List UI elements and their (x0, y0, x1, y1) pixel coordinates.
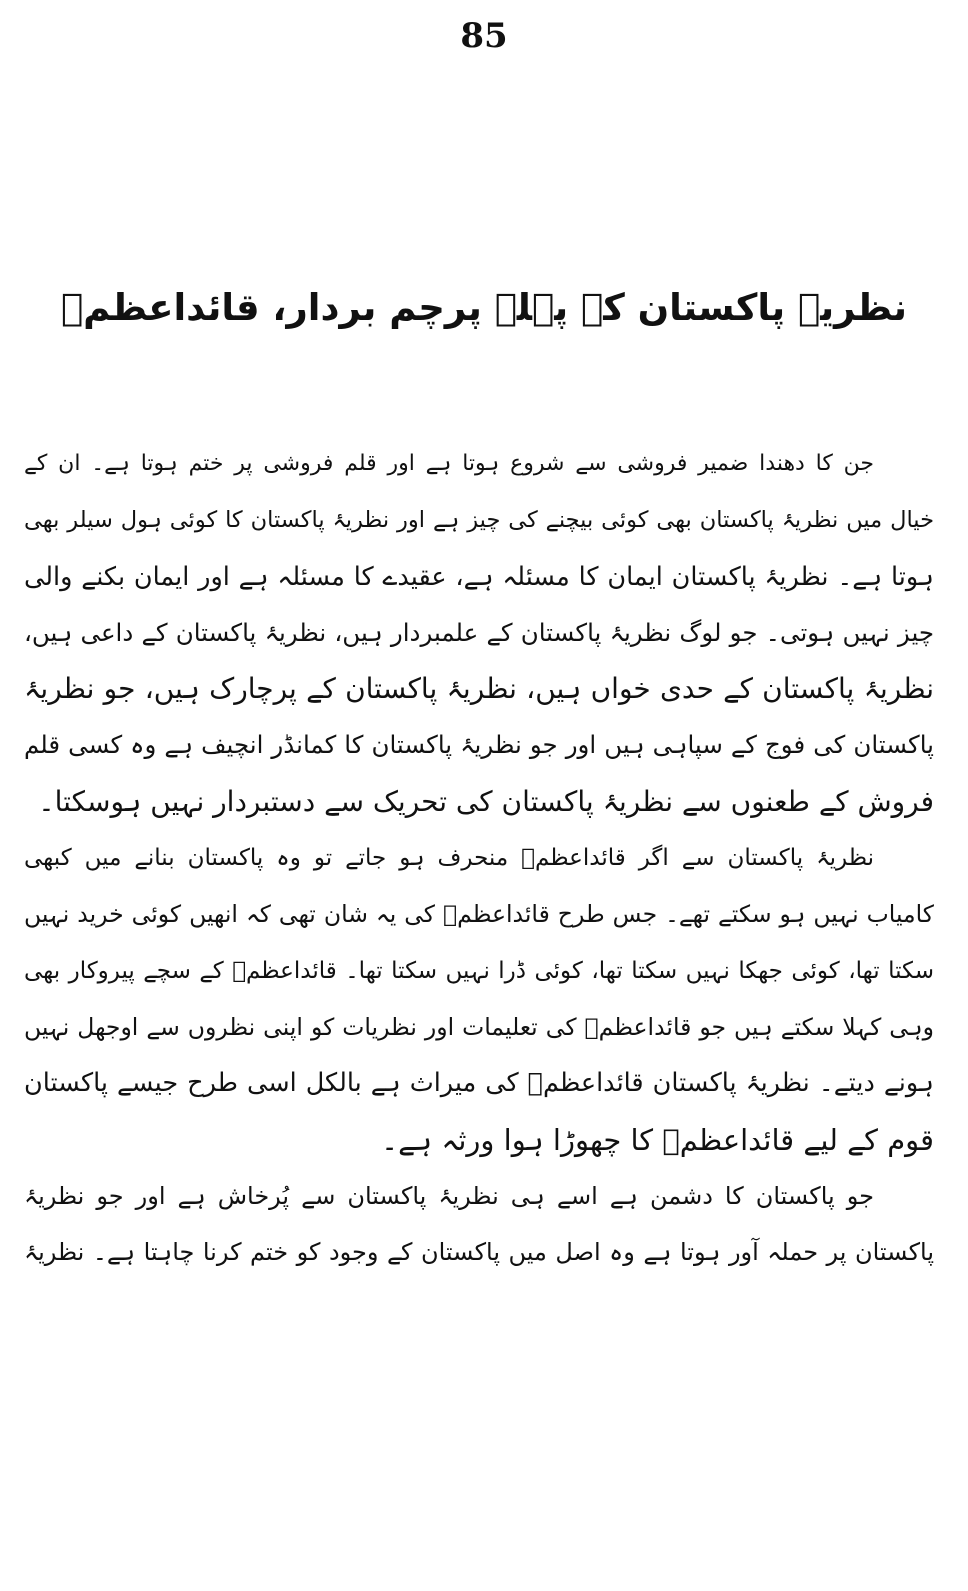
body-text (24, 436, 934, 1280)
page-number: 85 (460, 16, 508, 56)
text-line: جو پاکستان کا دشمن ہے اسے ہی نظریۂ پاکستان سے پُرخاش ہے اور جو نظریۂ (24, 1181, 874, 1210)
text-line: ہوتا ہے۔ نظریۂ پاکستان ایمان کا مسئلہ ہے، عقیدے کا مسئلہ ہے اور ایمان بکنے والی (24, 561, 934, 592)
text-line: خیال میں نظریۂ پاکستان بھی کوئی بیچنے کی چیز ہے اور نظریۂ پاکستان کا کوئی ہول سیلر بھی (24, 507, 934, 534)
paragraph-end-line: قوم کے لیے قائداعظمؒ کا چھوڑا ہوا ورثہ ہے۔ (381, 1122, 934, 1157)
text-line: چیز نہیں ہوتی۔ جو لوگ نظریۂ پاکستان کے علمبردار ہیں، نظریۂ پاکستان کے داعی ہیں، (24, 617, 934, 647)
text-line: نظریۂ پاکستان کے حدی خواں ہیں، نظریۂ پاکستان کے پرچارک ہیں، جو نظریۂ (24, 672, 934, 706)
chapter-title: نظریۂ پاکستان کے پہلے پرچم بردار، قائداعظمؒ (60, 286, 908, 329)
text-line: پاکستان پر حملہ آور ہوتا ہے وہ اصل میں پاکستان کے وجود کو ختم کرنا چاہتا ہے۔ نظریۂ (24, 1238, 934, 1267)
text-line: کامیاب نہیں ہو سکتے تھے۔ جس طرح قائداعظمؒ کی یہ شان تھی کہ انھیں کوئی خرید نہیں (24, 900, 934, 929)
text-line: ہونے دیتے۔ نظریۂ پاکستان قائداعظمؒ کی میراث ہے بالکل اسی طرح جیسے پاکستان (24, 1068, 934, 1099)
text-line: سکتا تھا، کوئی جھکا نہیں سکتا تھا، کوئی ڈرا نہیں سکتا تھا۔ قائداعظمؒ کے سچے پیروکار بھی (24, 957, 934, 984)
paragraph-end-line: فروش کے طعنوں سے نظریۂ پاکستان کی تحریک سے دستبردار نہیں ہوسکتا۔ (38, 784, 934, 818)
text-line: جن کا دھندا ضمیر فروشی سے شروع ہوتا ہے اور قلم فروشی پر ختم ہوتا ہے۔ ان کے (24, 451, 874, 476)
text-line: نظریۂ پاکستان سے اگر قائداعظمؒ منحرف ہو جاتے تو وہ پاکستان بنانے میں کبھی (24, 845, 874, 872)
text-line: وہی کہلا سکتے ہیں جو قائداعظمؒ کی تعلیمات اور نظریات کو اپنی نظروں سے اوجھل نہیں (24, 1012, 934, 1041)
text-line: پاکستان کی فوج کے سپاہی ہیں اور جو نظریۂ پاکستان کا کمانڈر انچیف ہے وہ کسی قلم (24, 730, 934, 760)
